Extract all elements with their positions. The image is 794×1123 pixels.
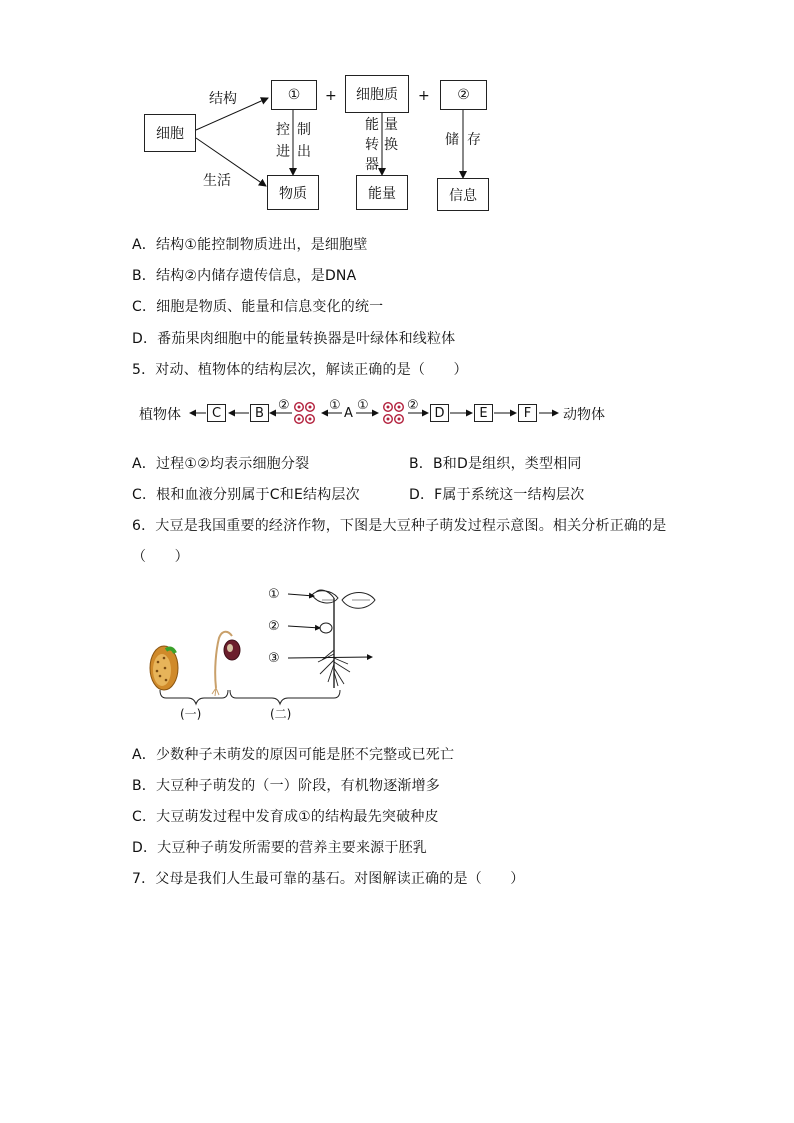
q5-option-d: D．F属于系统这一结构层次 — [409, 487, 585, 503]
pointer-1 — [288, 594, 314, 596]
young-plant-icon — [312, 590, 375, 688]
structure-2-box: ② — [440, 80, 487, 110]
part-2-label: ② — [268, 619, 280, 634]
q6-option-d: D．大豆种子萌发所需要的营养主要来源于胚乳 — [132, 840, 427, 856]
converter-char-5: 器 — [365, 157, 379, 173]
control-char-3: 进 — [276, 144, 290, 160]
information-box: 信息 — [437, 178, 489, 211]
q6-stem-line1: 6．大豆是我国重要的经济作物，下图是大豆种子萌发过程示意图。相关分析正确的是 — [132, 518, 667, 534]
q6-option-a: A．少数种子未萌发的原因可能是胚不完整或已死亡 — [132, 747, 455, 763]
q4-option-a: A．结构①能控制物质进出，是细胞壁 — [132, 237, 368, 253]
converter-char-2: 量 — [384, 117, 398, 133]
stage-1-label: (一) — [180, 707, 202, 721]
q4-option-d: D．番茄果肉细胞中的能量转换器是叶绿体和线粒体 — [132, 331, 456, 347]
plus-sign-2: + — [418, 88, 430, 104]
step-2-left: ② — [278, 398, 290, 413]
cytoplasm-box: 细胞质 — [345, 75, 409, 113]
step-1-right: ① — [357, 398, 369, 413]
structure-1-box: ① — [271, 80, 317, 110]
structure-label: 结构 — [209, 91, 237, 107]
pointer-3 — [288, 657, 372, 658]
q5-option-c: C．根和血液分别属于C和E结构层次 — [132, 487, 360, 503]
part-1-label: ① — [268, 587, 280, 602]
life-label: 生活 — [203, 173, 231, 189]
control-char-1: 控 — [276, 122, 290, 138]
q5-option-b: B．B和D是组织，类型相同 — [409, 456, 582, 472]
part-3-label: ③ — [268, 651, 280, 666]
level-c-box: C — [207, 404, 226, 422]
converter-char-3: 转 — [365, 137, 379, 153]
control-char-4: 出 — [297, 144, 311, 160]
cell-box: 细胞 — [144, 114, 196, 152]
q6-option-b: B．大豆种子萌发的（一）阶段，有机物逐渐增多 — [132, 778, 441, 794]
converter-char-4: 换 — [384, 137, 398, 153]
plant-body-label: 植物体 — [139, 407, 181, 423]
stage-2-brace — [230, 690, 340, 704]
soybean-seed-icon — [150, 646, 178, 690]
storage-char-1: 储 — [445, 132, 459, 148]
level-d-box: D — [430, 404, 449, 422]
storage-char-2: 存 — [467, 132, 481, 148]
pointer-2 — [288, 626, 320, 628]
converter-char-1: 能 — [365, 117, 379, 133]
q7-stem: 7．父母是我们人生最可靠的基石。对图解读正确的是（ ） — [132, 871, 525, 887]
energy-box: 能量 — [356, 175, 408, 210]
level-f-box: F — [518, 404, 537, 422]
q4-option-c: C．细胞是物质、能量和信息变化的统一 — [132, 299, 384, 315]
step-2-right: ② — [407, 398, 419, 413]
sprouting-seed-icon — [212, 632, 240, 696]
q5-stem: 5．对动、植物体的结构层次，解读正确的是（ ） — [132, 362, 468, 378]
q6-option-c: C．大豆萌发过程中发育成①的结构最先突破种皮 — [132, 809, 439, 825]
step-1-left: ① — [329, 398, 341, 413]
stage-2-label: (二) — [270, 707, 292, 721]
animal-body-label: 动物体 — [563, 407, 605, 423]
q4-option-b: B．结构②内储存遗传信息，是DNA — [132, 268, 357, 284]
level-a-label: A — [344, 406, 353, 421]
level-e-box: E — [474, 404, 493, 422]
control-char-2: 制 — [297, 122, 311, 138]
plus-sign-1: + — [325, 88, 337, 104]
level-b-box: B — [250, 404, 269, 422]
matter-box: 物质 — [267, 175, 319, 210]
q6-stem-line2: （ ） — [132, 549, 189, 565]
q5-option-a: A．过程①②均表示细胞分裂 — [132, 456, 310, 472]
